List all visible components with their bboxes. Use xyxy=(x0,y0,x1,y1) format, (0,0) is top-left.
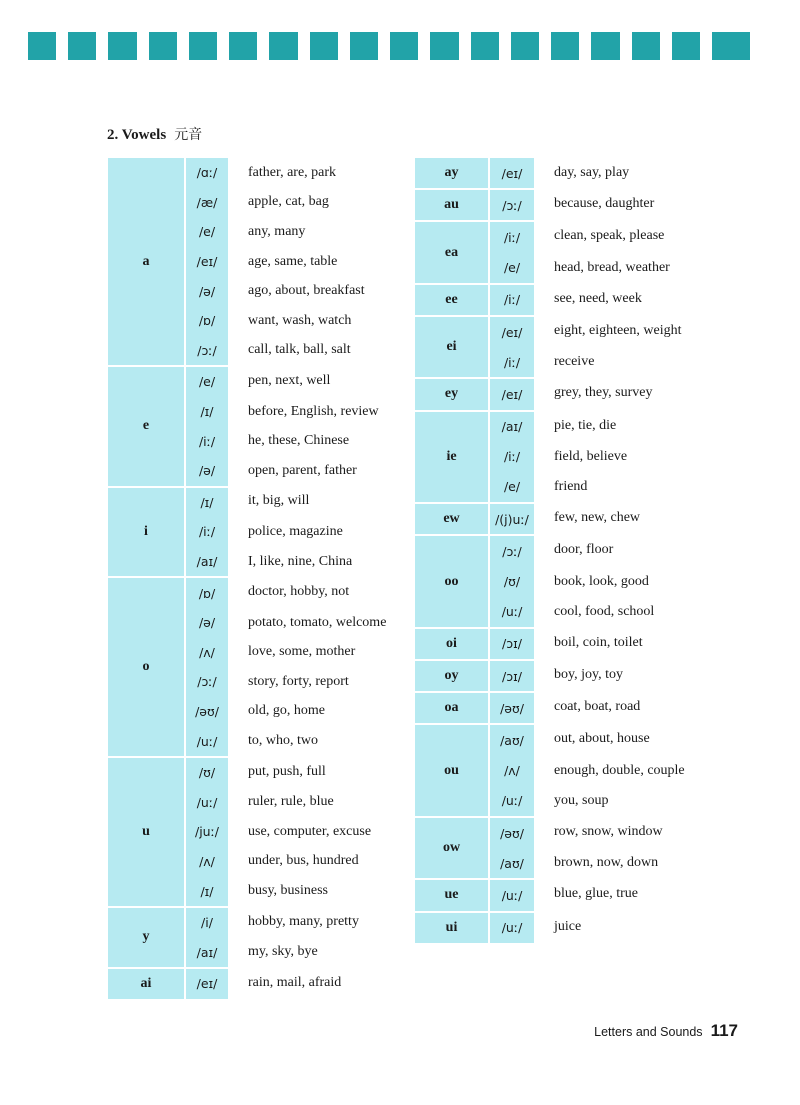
example-words: age, same, table xyxy=(248,253,338,269)
example-words: potato, tomato, welcome xyxy=(248,614,387,630)
vowel-row xyxy=(108,906,428,938)
example-words: see, need, week xyxy=(554,290,642,306)
example-words: door, floor xyxy=(554,542,614,558)
header-square xyxy=(68,32,96,60)
example-words: old, go, home xyxy=(248,703,325,719)
vowel-letter: au xyxy=(415,188,488,220)
vowel-letter: ai xyxy=(108,967,184,999)
vowel-letter: i xyxy=(108,486,184,577)
example-words: call, talk, ball, salt xyxy=(248,342,351,358)
vowel-row xyxy=(108,158,428,188)
phonetic-symbol: /ʊ/ xyxy=(184,756,228,788)
example-words: coat, boat, road xyxy=(554,699,641,715)
vowel-letter: e xyxy=(108,365,184,485)
example-words: story, forty, report xyxy=(248,673,349,689)
example-words: row, snow, window xyxy=(554,824,663,840)
example-words: receive xyxy=(554,354,595,370)
example-words: boy, joy, toy xyxy=(554,667,623,683)
example-words: he, these, Chinese xyxy=(248,433,350,449)
vowel-row xyxy=(415,315,734,347)
example-words: boil, coin, toilet xyxy=(554,634,643,650)
vowel-row xyxy=(108,486,428,518)
phonetic-symbol: /(j)uː/ xyxy=(488,502,534,534)
example-words: doctor, hobby, not xyxy=(248,584,350,600)
phonetic-symbol: /ə/ xyxy=(184,608,228,638)
phonetic-symbol: /uː/ xyxy=(488,597,534,627)
header-square xyxy=(551,32,579,60)
header-square xyxy=(632,32,660,60)
example-words: grey, they, survey xyxy=(554,385,653,401)
example-words: father, are, park xyxy=(248,164,337,180)
header-square xyxy=(149,32,177,60)
header-square xyxy=(430,32,458,60)
phonetic-symbol: /iː/ xyxy=(488,442,534,472)
vowel-letter: a xyxy=(108,158,184,365)
example-words: because, daughter xyxy=(554,196,655,212)
phonetic-symbol: /uː/ xyxy=(184,726,228,756)
header-square xyxy=(310,32,338,60)
page-number: 117 xyxy=(710,1021,738,1040)
example-words: it, big, will xyxy=(248,493,310,509)
phonetic-symbol: /ʊ/ xyxy=(488,566,534,596)
header-square xyxy=(712,32,750,60)
example-words: police, magazine xyxy=(248,523,343,539)
example-words: put, push, full xyxy=(248,763,326,779)
vowel-letter: oi xyxy=(415,627,488,659)
example-words: clean, speak, please xyxy=(554,228,665,244)
example-words: busy, business xyxy=(248,883,328,899)
example-words: cool, food, school xyxy=(554,603,655,619)
phonetic-symbol: /aɪ/ xyxy=(184,937,228,967)
vowel-row xyxy=(415,283,734,315)
vowel-row xyxy=(415,410,734,442)
phonetic-symbol: /əʊ/ xyxy=(488,816,534,848)
vowel-row xyxy=(415,534,734,566)
phonetic-symbol: /juː/ xyxy=(184,817,228,847)
example-words: eight, eighteen, weight xyxy=(554,323,682,339)
header-square xyxy=(672,32,700,60)
header-square xyxy=(591,32,619,60)
vowel-row xyxy=(415,220,734,252)
phonetic-symbol: /ɪ/ xyxy=(184,876,228,906)
vowel-letter: ui xyxy=(415,911,488,943)
phonetic-symbol: /uː/ xyxy=(488,878,534,910)
footer-section-name: Letters and Sounds xyxy=(594,1025,703,1039)
header-band xyxy=(28,32,750,60)
vowel-letter: ee xyxy=(415,283,488,315)
example-words: under, bus, hundred xyxy=(248,853,359,869)
vowel-letter: oa xyxy=(415,691,488,723)
example-words: to, who, two xyxy=(248,733,318,749)
example-words: hobby, many, pretty xyxy=(248,913,359,929)
header-square xyxy=(471,32,499,60)
phonetic-symbol: /iː/ xyxy=(488,220,534,252)
phonetic-symbol: /iː/ xyxy=(184,426,228,456)
header-square xyxy=(229,32,257,60)
vowel-letter: ay xyxy=(415,158,488,188)
phonetic-symbol: /ɔː/ xyxy=(184,667,228,697)
vowel-row xyxy=(415,158,734,188)
vowel-row xyxy=(108,365,428,397)
vowel-row xyxy=(415,816,734,848)
vowel-table-right xyxy=(415,158,734,943)
phonetic-symbol: /ɔɪ/ xyxy=(488,659,534,691)
vowel-row xyxy=(415,691,734,723)
phonetic-symbol: /uː/ xyxy=(488,911,534,943)
phonetic-symbol: /ɑː/ xyxy=(184,158,228,188)
vowel-letter: o xyxy=(108,576,184,756)
phonetic-symbol: /aʊ/ xyxy=(488,848,534,878)
example-words: before, English, review xyxy=(248,403,379,419)
phonetic-symbol: /eɪ/ xyxy=(488,377,534,409)
page-footer xyxy=(594,1021,738,1041)
example-words: any, many xyxy=(248,223,306,239)
phonetic-symbol: /ʌ/ xyxy=(488,756,534,786)
phonetic-symbol: /uː/ xyxy=(488,786,534,816)
phonetic-symbol: /eɪ/ xyxy=(184,247,228,277)
example-words: my, sky, bye xyxy=(248,944,318,960)
phonetic-symbol: /əʊ/ xyxy=(488,691,534,723)
example-words: ago, about, breakfast xyxy=(248,283,365,299)
example-words: juice xyxy=(554,918,582,934)
example-words: rain, mail, afraid xyxy=(248,974,342,990)
example-words: out, about, house xyxy=(554,731,650,747)
section-title-en: 2. Vowels xyxy=(107,127,167,143)
phonetic-symbol: /uː/ xyxy=(184,787,228,817)
example-words: pie, tie, die xyxy=(554,417,617,433)
phonetic-symbol: /æ/ xyxy=(184,188,228,218)
vowel-letter: oo xyxy=(415,534,488,627)
phonetic-symbol: /ɒ/ xyxy=(184,306,228,336)
example-words: pen, next, well xyxy=(248,372,331,388)
vowel-row xyxy=(415,911,734,943)
phonetic-symbol: /ɪ/ xyxy=(184,397,228,427)
phonetic-symbol: /ɔː/ xyxy=(488,188,534,220)
phonetic-symbol: /ʌ/ xyxy=(184,847,228,877)
phonetic-symbol: /iː/ xyxy=(488,283,534,315)
vowel-row xyxy=(415,377,734,409)
phonetic-symbol: /iː/ xyxy=(488,347,534,377)
vowel-row xyxy=(108,967,428,999)
phonetic-symbol: /eɪ/ xyxy=(184,967,228,999)
vowel-row xyxy=(415,723,734,755)
section-title xyxy=(107,124,202,144)
vowel-row xyxy=(108,576,428,608)
phonetic-symbol: /ɔː/ xyxy=(184,336,228,366)
vowel-row xyxy=(415,502,734,534)
example-words: you, soup xyxy=(554,792,609,808)
vowel-letter: ea xyxy=(415,220,488,282)
example-words: open, parent, father xyxy=(248,462,357,478)
example-words: few, new, chew xyxy=(554,510,641,526)
example-words: apple, cat, bag xyxy=(248,194,329,210)
example-words: field, believe xyxy=(554,448,628,464)
phonetic-symbol: /e/ xyxy=(488,253,534,283)
example-words: friend xyxy=(554,478,588,494)
header-square xyxy=(189,32,217,60)
phonetic-symbol: /e/ xyxy=(488,472,534,502)
phonetic-symbol: /ɔɪ/ xyxy=(488,627,534,659)
example-words: enough, double, couple xyxy=(554,762,685,778)
vowel-row xyxy=(415,878,734,910)
vowel-letter: ey xyxy=(415,377,488,409)
phonetic-symbol: /ɪ/ xyxy=(184,486,228,518)
phonetic-symbol: /ɒ/ xyxy=(184,576,228,608)
example-words: blue, glue, true xyxy=(554,886,638,902)
phonetic-symbol: /e/ xyxy=(184,217,228,247)
phonetic-symbol: /aʊ/ xyxy=(488,723,534,755)
example-words: use, computer, excuse xyxy=(248,823,372,839)
vowel-row xyxy=(415,659,734,691)
vowel-letter: ei xyxy=(415,315,488,377)
vowel-letter: ue xyxy=(415,878,488,910)
header-square xyxy=(28,32,56,60)
vowel-letter: y xyxy=(108,906,184,967)
phonetic-symbol: /eɪ/ xyxy=(488,158,534,188)
example-words: brown, now, down xyxy=(554,855,659,871)
example-words: day, say, play xyxy=(554,165,630,181)
vowel-letter: ou xyxy=(415,723,488,816)
phonetic-symbol: /i/ xyxy=(184,906,228,938)
header-square xyxy=(350,32,378,60)
header-square xyxy=(269,32,297,60)
example-words: want, wash, watch xyxy=(248,312,352,328)
vowel-letter: ie xyxy=(415,410,488,503)
phonetic-symbol: /eɪ/ xyxy=(488,315,534,347)
phonetic-symbol: /ʌ/ xyxy=(184,638,228,668)
example-words: love, some, mother xyxy=(248,644,356,660)
vowel-letter: oy xyxy=(415,659,488,691)
example-words: I, like, nine, China xyxy=(248,553,353,569)
vowel-row xyxy=(415,188,734,220)
vowel-letter: ow xyxy=(415,816,488,878)
phonetic-symbol: /aɪ/ xyxy=(488,410,534,442)
phonetic-symbol: /aɪ/ xyxy=(184,547,228,577)
phonetic-symbol: /iː/ xyxy=(184,517,228,547)
phonetic-symbol: /ə/ xyxy=(184,276,228,306)
vowel-letter: u xyxy=(108,756,184,906)
phonetic-symbol: /əʊ/ xyxy=(184,697,228,727)
section-title-zh: 元音 xyxy=(174,127,203,143)
phonetic-symbol: /ə/ xyxy=(184,456,228,486)
phonetic-symbol: /ɔː/ xyxy=(488,534,534,566)
header-square xyxy=(390,32,418,60)
example-words: book, look, good xyxy=(554,573,649,589)
phonetic-symbol: /e/ xyxy=(184,365,228,397)
vowel-table-left xyxy=(108,158,428,999)
vowel-row xyxy=(108,756,428,788)
header-square xyxy=(108,32,136,60)
vowel-letter: ew xyxy=(415,502,488,534)
header-square xyxy=(511,32,539,60)
vowel-row xyxy=(415,627,734,659)
example-words: ruler, rule, blue xyxy=(248,794,334,810)
example-words: head, bread, weather xyxy=(554,259,670,275)
